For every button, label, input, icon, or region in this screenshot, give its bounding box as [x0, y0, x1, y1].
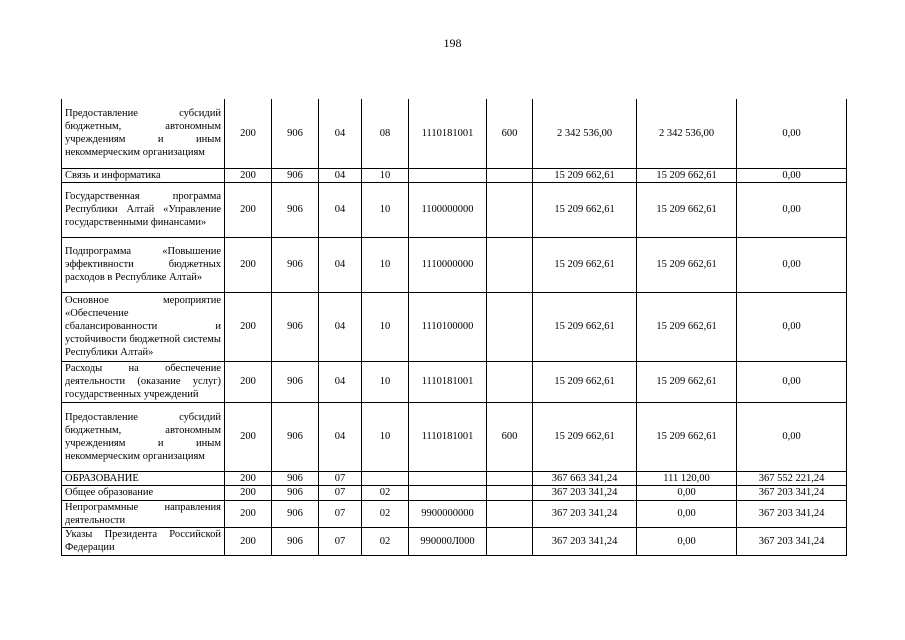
- code-razdel: 07: [319, 471, 362, 485]
- code-gr: 200: [225, 168, 272, 182]
- amount-executed: 111 120,00: [637, 471, 737, 485]
- amount-planned: 15 209 662,61: [533, 402, 637, 471]
- code-podrazdel: 10: [362, 402, 409, 471]
- amount-executed: 15 209 662,61: [637, 361, 737, 402]
- code-csr: 1100000000: [409, 182, 487, 237]
- amount-executed: 0,00: [637, 527, 737, 555]
- amount-executed: 15 209 662,61: [637, 402, 737, 471]
- amount-planned: 367 203 341,24: [533, 485, 637, 500]
- code-razdel: 04: [319, 361, 362, 402]
- code-vr: [487, 471, 533, 485]
- row-name: Подпрограмма «Повышение эффективности бюджетных расходов в Республике Алтай»: [62, 237, 225, 292]
- code-csr: 1110181001: [409, 99, 487, 168]
- code-vr: 600: [487, 402, 533, 471]
- code-gr: 200: [225, 471, 272, 485]
- code-gr: 200: [225, 99, 272, 168]
- row-name: Указы Президента Российской Федерации: [62, 527, 225, 555]
- table-row: [62, 361, 847, 402]
- amount-planned: 2 342 536,00: [533, 99, 637, 168]
- code-vr: [487, 500, 533, 527]
- code-gr: 200: [225, 402, 272, 471]
- amount-difference: 367 203 341,24: [737, 527, 847, 555]
- code-podrazdel: 02: [362, 485, 409, 500]
- code-vr: [487, 485, 533, 500]
- code-vr: [487, 361, 533, 402]
- page-number: 198: [443, 36, 462, 50]
- amount-difference: 0,00: [737, 168, 847, 182]
- table-row: [62, 99, 847, 168]
- amount-planned: 15 209 662,61: [533, 361, 637, 402]
- amount-executed: 15 209 662,61: [637, 237, 737, 292]
- code-gr: 200: [225, 361, 272, 402]
- code-vedomstvo: 906: [272, 500, 319, 527]
- code-csr: 1110100000: [409, 292, 487, 361]
- row-name: Непрограммные направления деятельности: [62, 500, 225, 527]
- code-vedomstvo: 906: [272, 182, 319, 237]
- row-name: Связь и информатика: [62, 168, 225, 182]
- table-row: [62, 402, 847, 471]
- row-name: Государственная программа Республики Алтай «Управление государственными финансами»: [62, 182, 225, 237]
- amount-executed: 0,00: [637, 500, 737, 527]
- amount-difference: 0,00: [737, 99, 847, 168]
- code-podrazdel: 02: [362, 500, 409, 527]
- row-name: Основное мероприятие «Обеспечение сбалансированности и устойчивости бюджетной системы Республики Алтай»: [62, 292, 225, 361]
- code-podrazdel: 10: [362, 361, 409, 402]
- amount-difference: 0,00: [737, 292, 847, 361]
- table-body: [62, 99, 847, 555]
- amount-planned: 15 209 662,61: [533, 168, 637, 182]
- code-podrazdel: 10: [362, 237, 409, 292]
- code-vr: [487, 237, 533, 292]
- code-podrazdel: 08: [362, 99, 409, 168]
- amount-difference: 0,00: [737, 182, 847, 237]
- table-row: [62, 168, 847, 182]
- code-vedomstvo: 906: [272, 237, 319, 292]
- code-vedomstvo: 906: [272, 361, 319, 402]
- code-razdel: 07: [319, 500, 362, 527]
- table-row: [62, 292, 847, 361]
- code-razdel: 04: [319, 168, 362, 182]
- code-gr: 200: [225, 182, 272, 237]
- code-gr: 200: [225, 500, 272, 527]
- code-gr: 200: [225, 237, 272, 292]
- code-razdel: 07: [319, 485, 362, 500]
- row-name: Предоставление субсидий бюджетным, автономным учреждениям и иным некоммерческим организациям: [62, 402, 225, 471]
- code-vedomstvo: 906: [272, 485, 319, 500]
- code-podrazdel: 10: [362, 182, 409, 237]
- amount-difference: 367 203 341,24: [737, 500, 847, 527]
- amount-planned: 367 203 341,24: [533, 527, 637, 555]
- amount-executed: 15 209 662,61: [637, 168, 737, 182]
- code-razdel: 04: [319, 99, 362, 168]
- amount-planned: 15 209 662,61: [533, 182, 637, 237]
- amount-executed: 15 209 662,61: [637, 292, 737, 361]
- code-razdel: 04: [319, 292, 362, 361]
- amount-difference: 0,00: [737, 237, 847, 292]
- code-podrazdel: 10: [362, 168, 409, 182]
- table-row: [62, 527, 847, 555]
- code-csr: 1110181001: [409, 361, 487, 402]
- amount-difference: 367 203 341,24: [737, 485, 847, 500]
- budget-table: [61, 99, 847, 556]
- row-name: Расходы на обеспечение деятельности (оказание услуг) государственных учреждений: [62, 361, 225, 402]
- code-gr: 200: [225, 527, 272, 555]
- amount-planned: 15 209 662,61: [533, 237, 637, 292]
- code-vr: [487, 182, 533, 237]
- code-csr: [409, 168, 487, 182]
- code-podrazdel: 10: [362, 292, 409, 361]
- amount-executed: 15 209 662,61: [637, 182, 737, 237]
- code-csr: 1110000000: [409, 237, 487, 292]
- code-vr: [487, 292, 533, 361]
- code-gr: 200: [225, 485, 272, 500]
- code-csr: 1110181001: [409, 402, 487, 471]
- code-vr: [487, 168, 533, 182]
- code-csr: 9900000000: [409, 500, 487, 527]
- code-vr: 600: [487, 99, 533, 168]
- code-podrazdel: 02: [362, 527, 409, 555]
- code-vedomstvo: 906: [272, 527, 319, 555]
- row-name: Предоставление субсидий бюджетным, автономным учреждениям и иным некоммерческим организациям: [62, 99, 225, 168]
- code-csr: 990000Л000: [409, 527, 487, 555]
- code-razdel: 04: [319, 182, 362, 237]
- amount-executed: 2 342 536,00: [637, 99, 737, 168]
- amount-difference: 0,00: [737, 361, 847, 402]
- code-vedomstvo: 906: [272, 402, 319, 471]
- table-row: [62, 485, 847, 500]
- table-row: [62, 471, 847, 485]
- row-name: ОБРАЗОВАНИЕ: [62, 471, 225, 485]
- table-row: [62, 500, 847, 527]
- table-row: [62, 237, 847, 292]
- code-csr: [409, 485, 487, 500]
- code-razdel: 04: [319, 402, 362, 471]
- code-razdel: 04: [319, 237, 362, 292]
- amount-difference: 0,00: [737, 402, 847, 471]
- amount-planned: 367 203 341,24: [533, 500, 637, 527]
- code-vedomstvo: 906: [272, 471, 319, 485]
- code-podrazdel: [362, 471, 409, 485]
- code-razdel: 07: [319, 527, 362, 555]
- code-vedomstvo: 906: [272, 168, 319, 182]
- amount-difference: 367 552 221,24: [737, 471, 847, 485]
- row-name: Общее образование: [62, 485, 225, 500]
- code-vedomstvo: 906: [272, 292, 319, 361]
- code-csr: [409, 471, 487, 485]
- amount-planned: 15 209 662,61: [533, 292, 637, 361]
- amount-executed: 0,00: [637, 485, 737, 500]
- code-vedomstvo: 906: [272, 99, 319, 168]
- table-row: [62, 182, 847, 237]
- code-vr: [487, 527, 533, 555]
- amount-planned: 367 663 341,24: [533, 471, 637, 485]
- code-gr: 200: [225, 292, 272, 361]
